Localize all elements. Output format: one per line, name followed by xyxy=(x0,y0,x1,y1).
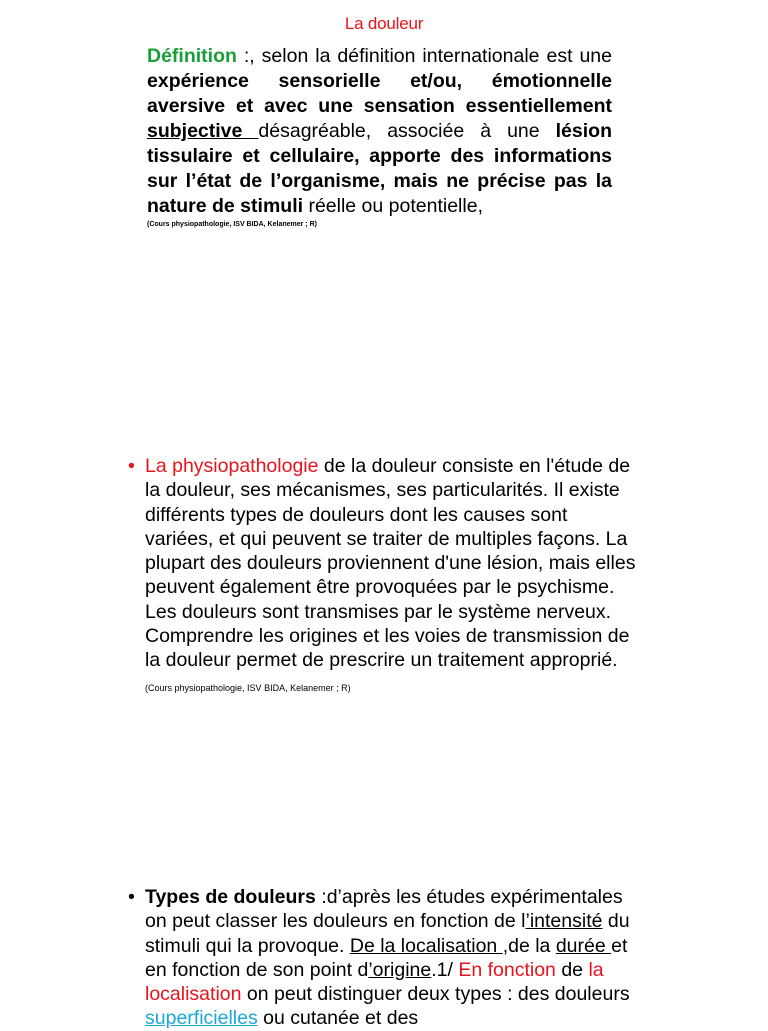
definition-citation: (Cours physiopathologie, ISV BIDA, Kelanemer ; R) xyxy=(147,221,317,228)
blue-superficielles: superficielles xyxy=(145,1007,258,1030)
pain-types-term: Types de douleurs xyxy=(145,886,316,908)
pain-types-text-7: on peut distinguer deux types : des douleurs xyxy=(241,983,630,1006)
pain-types-text-5: .1/ xyxy=(431,958,459,981)
pain-types-text-6: de xyxy=(555,958,589,981)
physiopathology-term: La physiopathologie xyxy=(145,455,319,477)
definition-text-3: réelle ou potentielle, xyxy=(303,195,483,217)
definition-text-1: :, selon la définition internationale est une xyxy=(236,45,612,67)
underlined-intensite: ’intensité xyxy=(525,910,603,933)
definition-bold-1: expérience sensorielle et/ou, émotionnelle aversive et avec une sensation essentiellement xyxy=(147,70,612,117)
definition-text-2: désagréable, associée à une xyxy=(258,120,556,142)
underlined-localisation: De la localisation xyxy=(349,934,503,957)
bullet-marker: • xyxy=(128,455,135,477)
physiopathology-citation: (Cours physiopathologie, ISV BIDA, Kelanemer ; R) xyxy=(145,682,351,693)
definition-underlined-subjective: subjective xyxy=(147,120,259,142)
physiopathology-text: de la douleur consiste en l'étude de la douleur, ses mécanismes, ses particularités. Il existe différents types de douleurs dont les causes sont variées, et qui peuvent se traiter de multiples façons. La plupart des douleurs proviennent d'une lésion, mais elles peuvent également être provoquées par le psychisme. Les douleurs sont transmises par le système nerveux. Comprendre les origines et les voies de transmission de la douleur permet de prescrire un traitement approprié. xyxy=(145,455,636,672)
bullet-marker: • xyxy=(128,886,135,908)
pain-types-text-3: ,de la xyxy=(502,934,556,957)
pain-types-text-1: :d’après les études expérimentales on peut classer les douleurs en fonction de l xyxy=(145,886,623,933)
definition-paragraph xyxy=(147,44,612,219)
definition-label: Définition xyxy=(147,45,237,67)
underlined-origine: ’origine xyxy=(368,958,432,981)
underlined-duree: durée xyxy=(555,934,612,957)
pain-types-text-2: du stimuli qui la provoque. xyxy=(145,910,630,957)
page-title: La douleur xyxy=(344,14,424,33)
definition-bold-2: lésion tissulaire et cellulaire, apporte des informations sur l’état de l’organisme, mais ne précise pas la nature de stimuli xyxy=(147,120,612,217)
red-la-localisation: la localisation xyxy=(145,958,604,1006)
physiopathology-paragraph xyxy=(128,454,638,700)
red-en-fonction: En fonction xyxy=(458,958,556,981)
pain-types-text-8: ou cutanée et des xyxy=(257,1007,419,1030)
pain-types-text-4: et en fonction de son point d xyxy=(145,934,628,981)
pain-types-paragraph xyxy=(128,885,638,1031)
